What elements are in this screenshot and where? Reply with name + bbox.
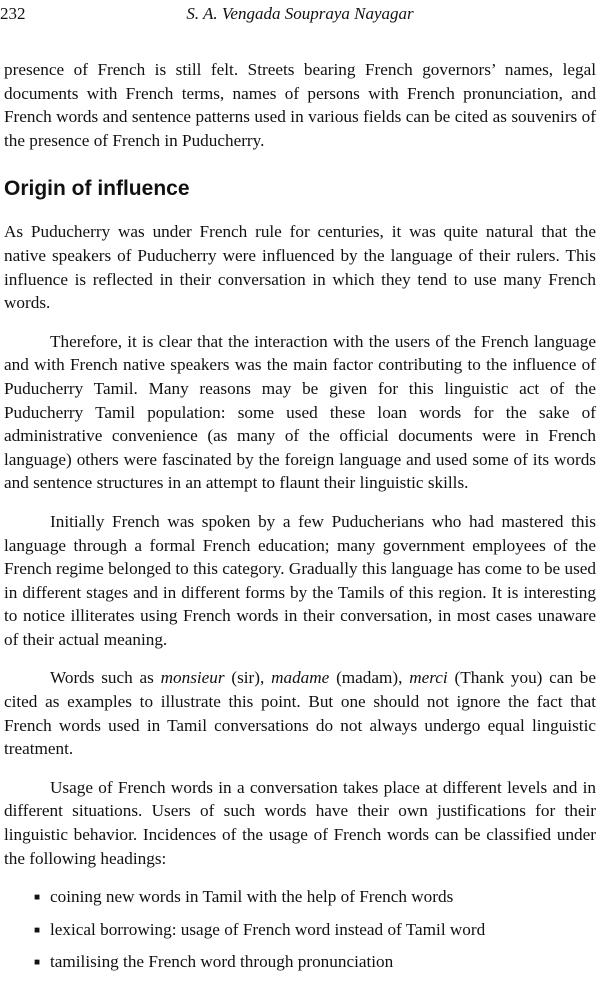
square-bullet-icon: ■ (34, 892, 41, 904)
section-title: Origin of influence (4, 177, 190, 201)
paragraph-1: As Puducherry was under French rule for centuries, it was quite natural that the native speakers of Puducherry were influenced by the language of their rulers. This influence is reflected in their conversation in which they tend to use many French words. (4, 222, 596, 313)
intro-paragraph: presence of French is still felt. Streets bearing French governors’ names, legal documents with French terms, names of persons with French pronunciation, and French words and sentence patterns used in various fields can be cited as souvenirs of the presence of French in Puducherry. (4, 60, 596, 150)
page-body (4, 58, 596, 983)
example-word-merci: merci (409, 668, 448, 688)
list-item-text: lexical borrowing: usage of French word instead of Tamil word (50, 919, 486, 939)
example-word-monsieur: monsieur (160, 668, 225, 688)
examples-prefix: Words such as (50, 668, 161, 688)
running-head: S. A. Vengada Soupraya Nayagar (186, 4, 414, 23)
examples-gloss-1: (sir), (224, 668, 272, 688)
page-header (0, 2, 600, 26)
list-item (34, 950, 596, 974)
paragraph-3: Initially French was spoken by a few Puducherians who had mastered this language through a formal French education; many government employees of the French regime belonged to this category. Gradually this language has come to be used in different stages and in different forms by the Tamils of this region. It is interesting to notice illiterates using French words in their conversation, in most cases unaware of their actual meaning. (4, 511, 596, 649)
examples-gloss-2: (madam), (329, 668, 410, 688)
example-word-madame: madame (271, 668, 330, 688)
paragraph-2: Therefore, it is clear that the interaction with the users of the French language and with French native speakers was the main factor contributing to the influence of Puducherry Tamil. Many reasons may be given for this linguistic act of the Puducherry Tamil population: some used these loan words for the sake of administrative convenience (as many of the official documents were in French language) others were fascinated by the foreign language and used some of its words and sentence structures in an attempt to flaunt their linguistic skills. (4, 331, 596, 493)
usage-paragraph: Usage of French words in a conversation takes place at different levels and in different situations. Users of such words have their own justifications for their linguistic behavior. Incidences of the usage of French words can be classified under the following headings: (4, 777, 596, 868)
list-item-text: tamilising the French word through pronunciation (50, 952, 394, 972)
examples-suffix: (Thank you) can be cited as examples to illustrate this point. But one should not ignore the fact that French words used in Tamil conversations do not always undergo equal linguistic treatment. (4, 668, 596, 759)
headings-list (4, 885, 596, 974)
list-item-text: coining new words in Tamil with the help of French words (50, 887, 454, 907)
square-bullet-icon: ■ (34, 957, 41, 969)
list-item (34, 885, 596, 909)
examples-paragraph (4, 666, 596, 760)
list-item (34, 918, 596, 942)
page-number: 232 (0, 4, 26, 23)
square-bullet-icon: ■ (34, 924, 41, 936)
